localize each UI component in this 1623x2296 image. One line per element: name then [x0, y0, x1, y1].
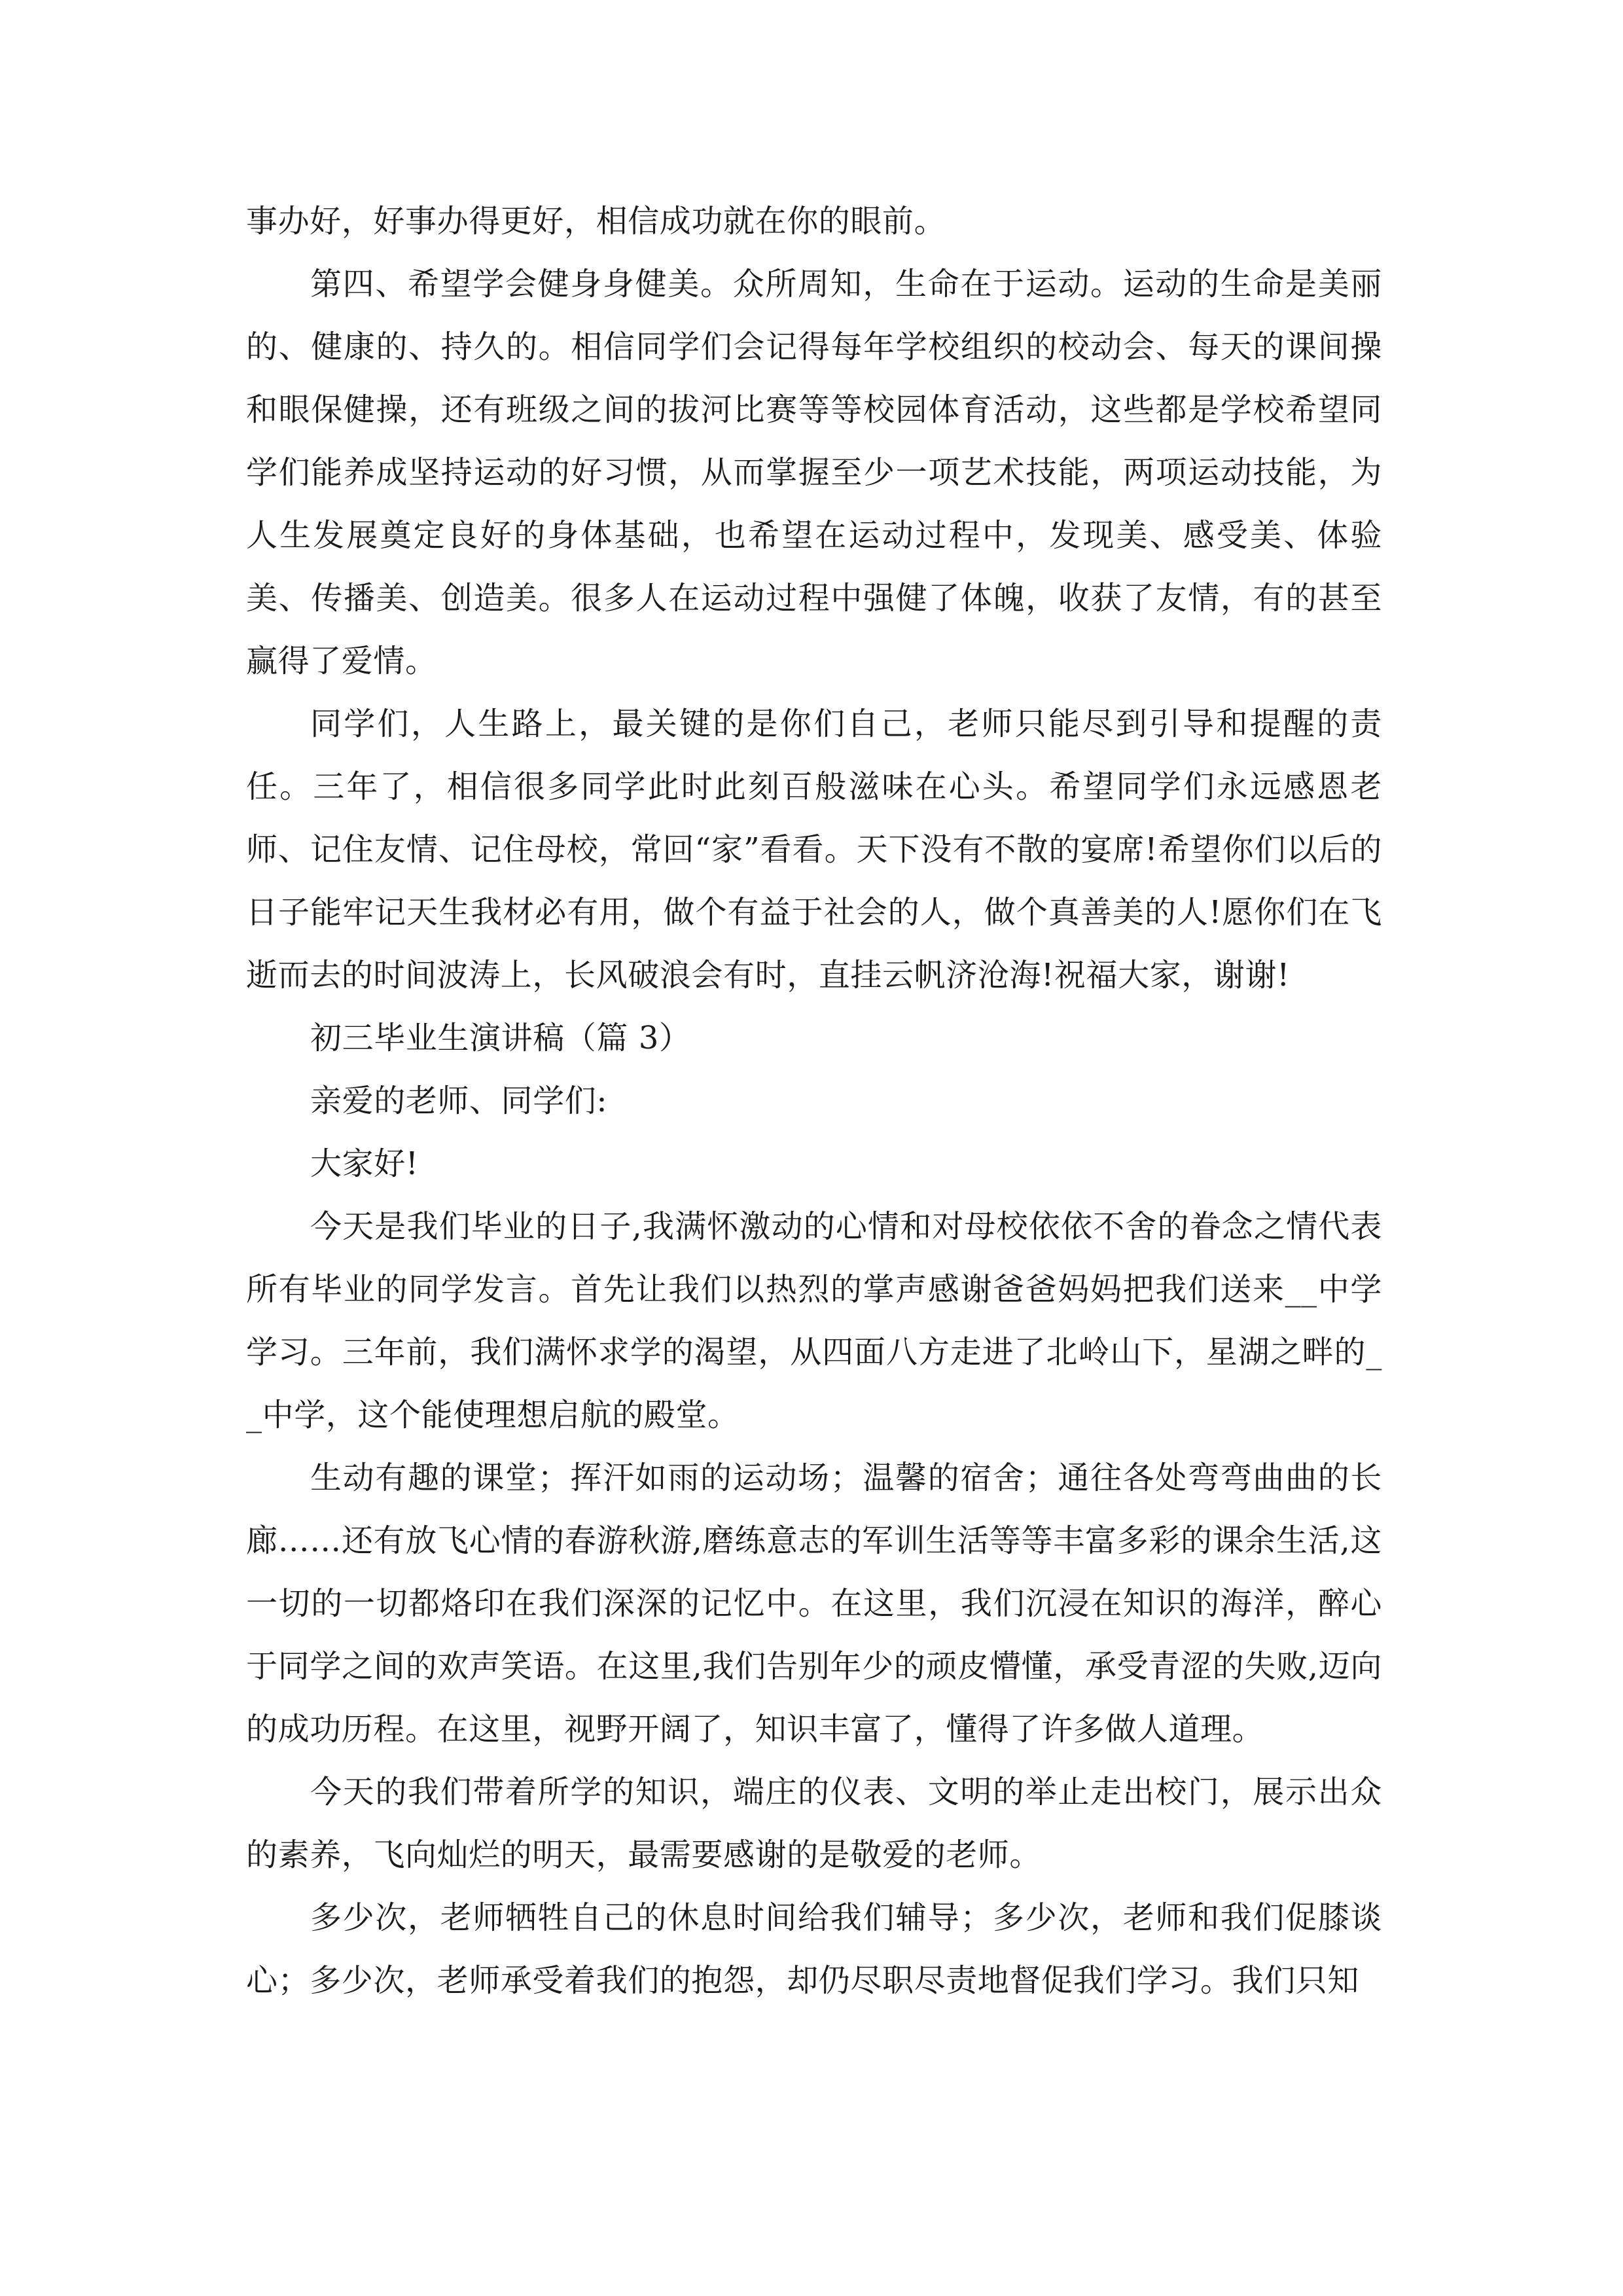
- section-heading: 初三毕业生演讲稿（篇 3）: [310, 1020, 691, 1056]
- paragraph-9: 今天的我们带着所学的知识，端庄的仪表、文明的举止走出校门，展示出众的素养，飞向灿烂的明天，最需要感谢的是敬爱的老师。: [246, 1774, 1382, 1873]
- paragraph-8: 生动有趣的课堂；挥汗如雨的运动场；温馨的宿舍；通往各处弯弯曲曲的长廊……还有放飞心情的春游秋游,磨练意志的军训生活等等丰富多彩的课余生活,这一切的一切都烙印在我们深深的记忆中。在这里，我们沉浸在知识的海洋，醉心于同学之间的欢声笑语。在这里,我们告别年少的顽皮懵懂，承受青涩的失败,迈向的成功历程。在这里，视野开阔了，知识丰富了，懂得了许多做人道理。: [246, 1460, 1382, 1748]
- body-text: [246, 190, 1382, 2012]
- greeting: 大家好!: [310, 1145, 419, 1182]
- paragraph-3: 同学们，人生路上，最关键的是你们自己，老师只能尽到引导和提醒的责任。三年了，相信很多同学此时此刻百般滋味在心头。希望同学们永远感恩老师、记住友情、记住母校，常回“家”看看。天下没有不散的宴席!希望你们以后的日子能牢记天生我材必有用，做个有益于社会的人，做个真善美的人!愿你们在飞逝而去的时间波涛上，长风破浪会有时，直挂云帆济沧海!祝福大家，谢谢!: [246, 706, 1382, 994]
- paragraph-10: 多少次，老师牺牲自己的休息时间给我们辅导；多少次，老师和我们促膝谈心；多少次，老师承受着我们的抱怨，却仍尽职尽责地督促我们学习。我们只知: [246, 1899, 1382, 1999]
- paragraph-7: 今天是我们毕业的日子,我满怀激动的心情和对母校依依不舍的眷念之情代表所有毕业的同学发言。首先让我们以热烈的掌声感谢爸爸妈妈把我们送来__中学学习。三年前，我们满怀求学的渴望，从四面八方走进了北岭山下，星湖之畔的__中学，这个能使理想启航的殿堂。: [246, 1208, 1382, 1433]
- salutation: 亲爱的老师、同学们:: [310, 1083, 608, 1119]
- paragraph-1: 事办好，好事办得更好，相信成功就在你的眼前。: [246, 203, 946, 240]
- paragraph-2: 第四、希望学会健身身健美。众所周知，生命在于运动。运动的生命是美丽的、健康的、持久的。相信同学们会记得每年学校组织的校动会、每天的课间操和眼保健操，还有班级之间的拔河比赛等等校园体育活动，这些都是学校希望同学们能养成坚持运动的好习惯，从而掌握至少一项艺术技能，两项运动技能，为人生发展奠定良好的身体基础，也希望在运动过程中，发现美、感受美、体验美、传播美、创造美。很多人在运动过程中强健了体魄，收获了友情，有的甚至赢得了爱情。: [246, 266, 1382, 679]
